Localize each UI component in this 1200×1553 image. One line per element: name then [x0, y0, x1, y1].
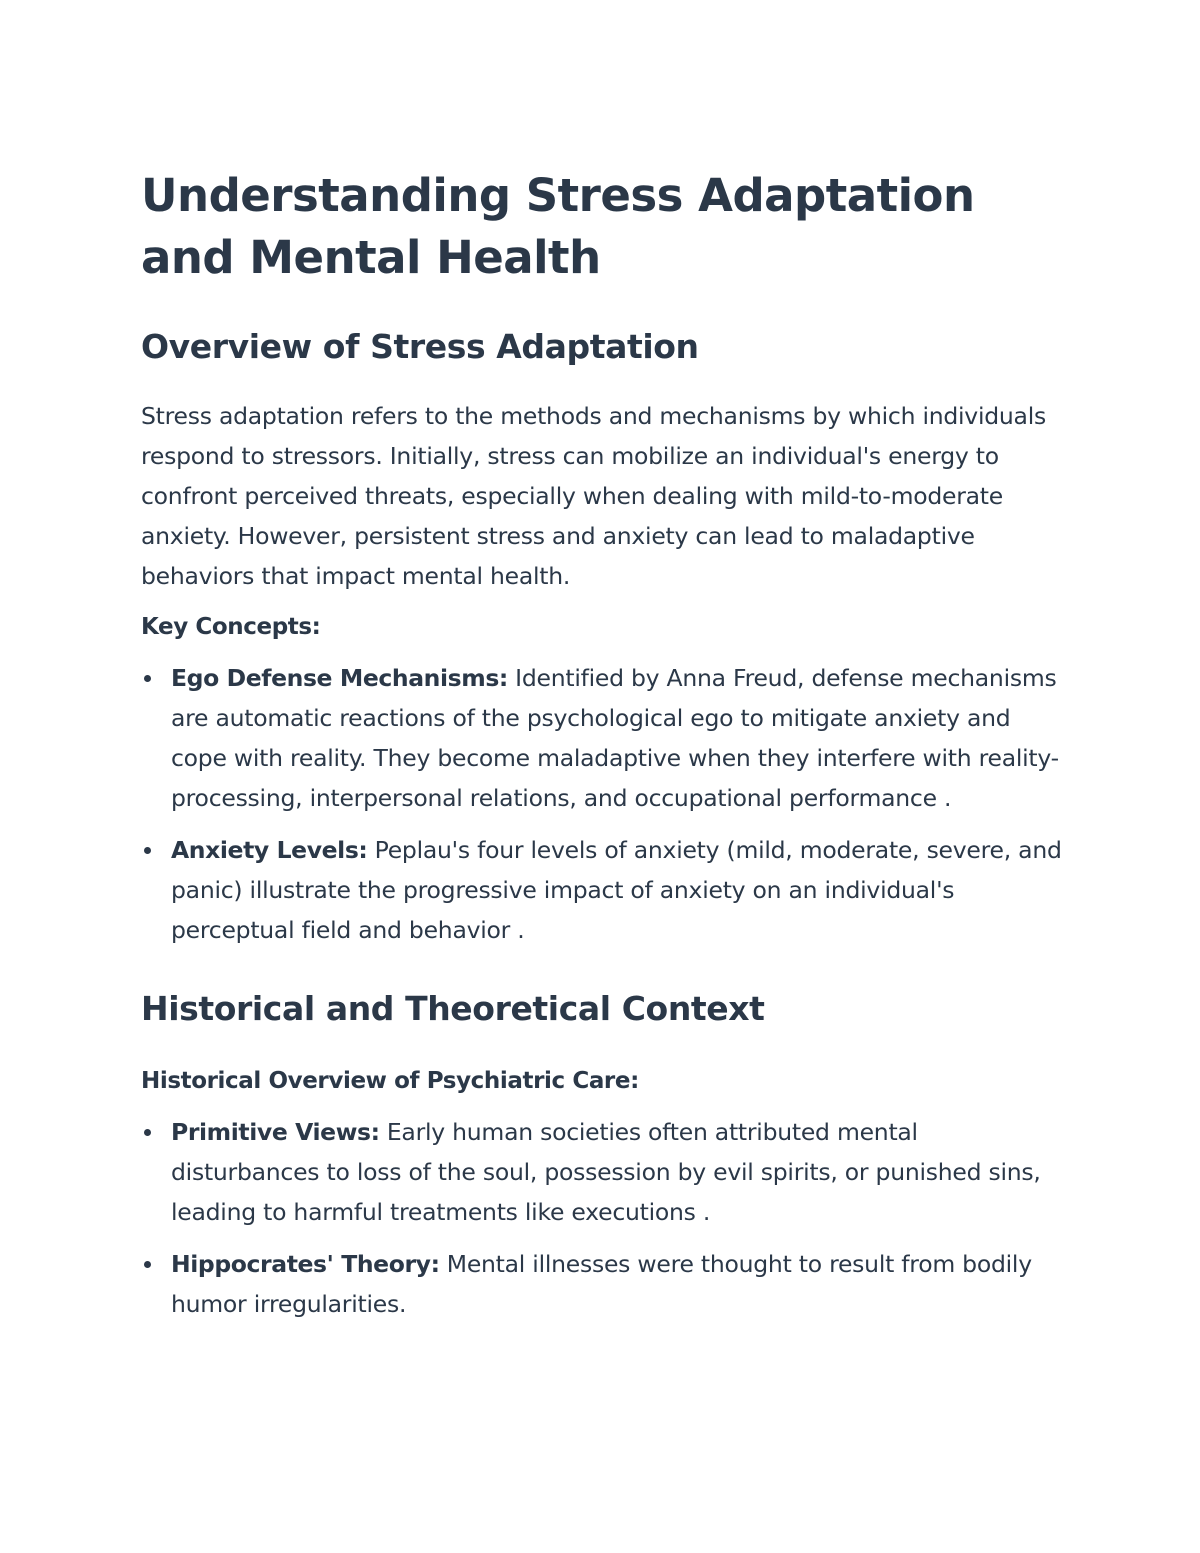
list-item-term: Ego Defense Mechanisms:	[171, 664, 508, 692]
section-heading-historical: Historical and Theoretical Context	[141, 989, 765, 1028]
historical-overview-label: Historical Overview of Psychiatric Care:	[141, 1068, 639, 1094]
list-item	[141, 658, 1066, 818]
historical-list	[141, 1112, 1066, 1324]
overview-paragraph: Stress adaptation refers to the methods and mechanisms by which individuals respond to stressors. Initially, stress can mobilize an individual's energy to confront perceived threats, especially when dealing with mild-to-moderate anxiety. However, persistent stress and anxiety can lead to maladaptive behaviors that impact mental health.	[141, 402, 1046, 590]
list-item-text: Mental illnesses were thought to result from bodily humor irregularities.	[171, 1250, 1032, 1318]
key-concepts-label: Key Concepts:	[141, 614, 321, 640]
list-item-text: Early human societies often attributed mental disturbances to loss of the soul, possession by evil spirits, or punished sins, leading to harmful treatments like executions .	[171, 1118, 1041, 1226]
bullet-icon	[144, 1129, 151, 1136]
bullet-icon	[144, 1261, 151, 1268]
section-heading-overview: Overview of Stress Adaptation	[141, 327, 699, 366]
list-item-term: Primitive Views:	[171, 1118, 380, 1146]
list-item	[141, 1112, 1066, 1232]
list-item-term: Hippocrates' Theory:	[171, 1250, 440, 1278]
bullet-icon	[144, 847, 151, 854]
list-item-text: Peplau's four levels of anxiety (mild, moderate, severe, and panic) illustrate the progressive impact of anxiety on an individual's perceptual field and behavior .	[171, 836, 1062, 944]
list-item-text: Identified by Anna Freud, defense mechanisms are automatic reactions of the psychological ego to mitigate anxiety and cope with reality. They become maladaptive when they interfere with reality-processing, interpersonal relations, and occupational performance .	[171, 664, 1059, 812]
document-page	[141, 165, 1066, 1336]
document-title: Understanding Stress Adaptation and Mental Health	[141, 169, 975, 284]
list-item	[141, 1244, 1066, 1324]
list-item-term: Anxiety Levels:	[171, 836, 368, 864]
bullet-icon	[144, 675, 151, 682]
key-concepts-list	[141, 658, 1066, 950]
list-item	[141, 830, 1066, 950]
